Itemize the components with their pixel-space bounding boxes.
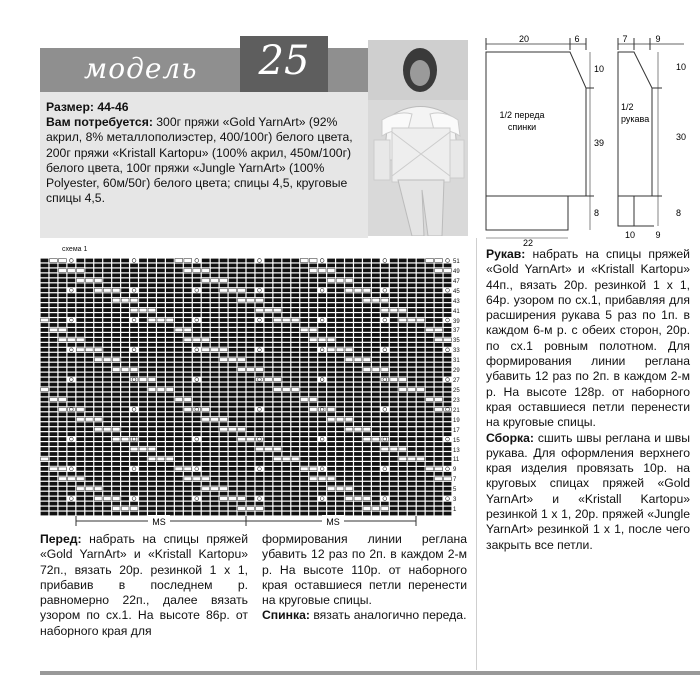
pattern-schematics	[478, 30, 700, 248]
front-continuation: формирования линии реглана убавить 12 раз по 2п. в каждом 2-м р. На высоте 110р. от наборного края оставшиеся петли перенести на круговые спицы.	[262, 532, 467, 608]
chart-row-number: 47	[453, 278, 460, 285]
front-text: набрать на спицы пряжей «Gold YarnArt» и «Kristall Kartopu» 72п., вязать 20р. резинкой 1 х 1, прибавив в последнем р. равномерно 22п., далее вязать узором по сх.1. На высоте 86р. от наборного края для	[40, 532, 249, 638]
assembly-heading: Сборка:	[486, 430, 534, 445]
chart-row-number: 25	[453, 388, 460, 394]
chart-row-numbers	[453, 258, 473, 516]
front-back-column	[262, 532, 467, 624]
assembly-text: сшить швы реглана и швы рукава. Для оформления верхнего края изделия провязать 10р. на круговых спицах пряжей «Gold YarnArt» и «Kristall Kartopu» резинкой 1 х 1, 20р. пряжей «Jungle YarnArt» резинкой 1 х 1, после чего закрыть все петли.	[486, 430, 690, 552]
front-right-lower: 8	[594, 208, 600, 218]
chart-row-number: 21	[453, 407, 460, 414]
sleeve-top-left: 7	[622, 34, 628, 44]
chart-row-number: 5	[453, 487, 457, 494]
chart-row-number: 3	[453, 497, 457, 504]
column-divider	[476, 238, 477, 670]
model-number: 25	[258, 38, 310, 84]
chart-row-number: 49	[453, 268, 460, 275]
chart-row-number: 15	[453, 437, 460, 444]
sleeve-right-lower: 8	[676, 208, 682, 218]
sleeve-text: набрать на спицы пряжей «Gold YarnArt» и «Kristall Kartopu» 44п., вязать 20р. резинкой 1 х 1, 64р. узором по сх.1, прибавляя для расширения рукава 5 раз по 1п. в каждом 6-м р. с обеих сторон, 20р. по сх.1 ровным полотном. Для формирования линии реглана убавить 12 раз по 2п. в каждом 2-м р. На высоте 128р. от наборного края оставшиеся петли перенести на круговые спицы.	[486, 247, 690, 430]
front-label-2: спинки	[507, 122, 537, 132]
sleeve-right-upper: 10	[676, 62, 687, 72]
chart-row-number: 41	[453, 308, 460, 315]
chart-row-number: 33	[453, 348, 460, 355]
chart-row-number: 9	[453, 467, 457, 474]
chart-row-number: 31	[453, 358, 460, 365]
chart-row-number: 17	[453, 427, 460, 434]
sleeve-top-right: 9	[655, 34, 661, 44]
sleeve-right-mid: 30	[676, 132, 687, 142]
chart-row-number: 51	[453, 259, 460, 265]
chart-row-number: 23	[453, 397, 460, 404]
model-word: модель	[84, 52, 198, 85]
front-back-schematic	[486, 34, 604, 248]
knitting-chart	[40, 258, 452, 516]
ms-label-right: MS	[326, 517, 340, 527]
sleeve-assembly-column	[486, 247, 690, 553]
chart-row-number: 13	[453, 447, 460, 454]
front-label-1: 1/2 переда	[499, 110, 545, 120]
front-column	[40, 532, 248, 639]
chart-row-number: 39	[453, 318, 460, 325]
front-right-upper: 10	[594, 64, 605, 74]
sleeve-label-1: 1/2	[621, 102, 634, 112]
chart-row-number: 43	[453, 298, 460, 305]
front-top-width: 20	[518, 34, 530, 44]
chart-row-number: 7	[453, 477, 457, 484]
bottom-rule	[40, 671, 700, 675]
front-right-mid: 39	[594, 138, 605, 148]
chart-row-number: 27	[453, 378, 460, 385]
back-heading: Спинка:	[262, 608, 310, 623]
sleeve-schematic	[618, 34, 686, 240]
ms-marker	[40, 512, 452, 534]
chart-label: схема 1	[62, 246, 88, 253]
need-text: 300г пряжи «Gold YarnArt» (92% акрил, 8% металлополиэстер, 400/100г) белого цвета, 200г пряжи «Kristall Kartopu» (100% акрил, 450м/100г) белого цвета, 100г пряжи «Jungle YarnArt» (100% Polyester, 60м/50г) белого цвета; спицы 4,5, круговые спицы 4,5.	[46, 115, 353, 206]
front-top-shoulder: 6	[574, 34, 580, 44]
chart-row-number: 1	[453, 507, 457, 514]
chart-row-number: 11	[453, 457, 460, 464]
sleeve-bottom-left: 10	[624, 230, 636, 240]
chart-row-number: 35	[453, 338, 460, 345]
sleeve-heading: Рукав:	[486, 247, 526, 261]
ms-label-left: MS	[152, 517, 166, 527]
front-bottom-width: 22	[522, 238, 534, 248]
chart-row-number: 19	[453, 417, 460, 424]
need-label: Вам потребуется:	[46, 115, 153, 130]
back-text: вязать аналогично переда.	[313, 608, 467, 623]
sleeve-label-2: рукава	[621, 114, 650, 124]
chart-row-number: 29	[453, 368, 460, 375]
materials-text	[46, 100, 368, 206]
front-heading: Перед:	[40, 532, 82, 546]
size-value: 44-46	[97, 100, 129, 114]
model-photo	[368, 40, 468, 236]
size-label: Размер:	[46, 100, 94, 114]
chart-row-number: 37	[453, 328, 460, 335]
chart-row-number: 45	[453, 288, 460, 295]
sleeve-bottom-right: 9	[655, 230, 661, 240]
